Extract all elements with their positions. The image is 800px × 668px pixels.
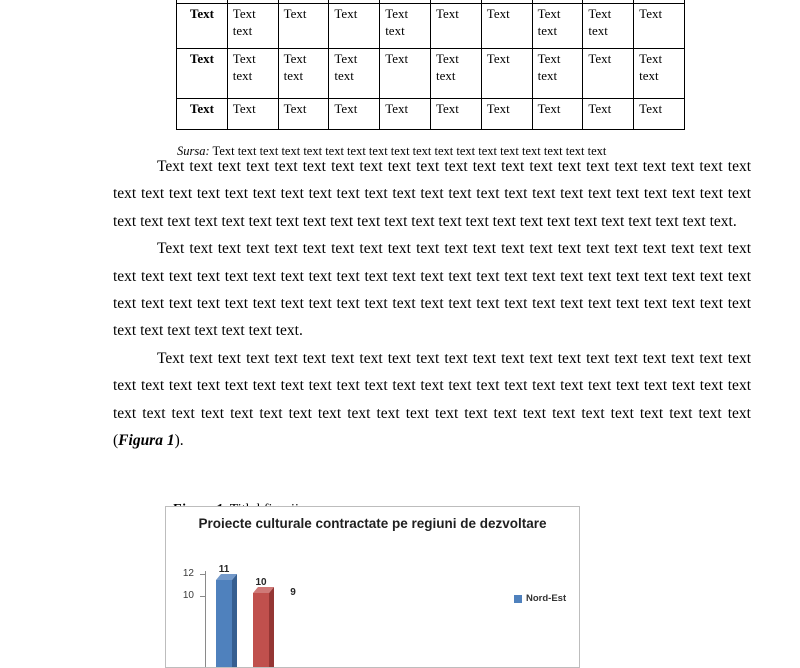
y-axis-tick-12: 12 [182,568,194,579]
data-label-11: 11 [218,564,230,575]
table-cell: Text [481,99,532,130]
bar-blue-side-face [232,574,237,667]
table-cell: Text [583,49,634,99]
table-cell: Text [329,4,380,49]
table-cell: Text [278,4,329,49]
y-axis-tick-10: 10 [182,590,194,601]
table-cell: Text [430,4,481,49]
table-cell: Text [583,99,634,130]
chart-legend [514,593,566,604]
paragraph-3 [113,345,751,455]
table-cell: Text [177,49,228,99]
paragraph-3-end: ). [174,432,184,450]
bar-second-region [253,587,274,667]
data-label-10: 10 [255,577,267,588]
source-note-text: Text text text text text text text text text text text text text text text text text text [209,143,607,158]
table-cell: Text text [583,4,634,49]
table-cell: Text [481,49,532,99]
table-cell: Text [227,99,278,130]
table-cell: Text text [380,4,431,49]
bar-red-front-face [253,593,269,667]
table-cell: Text text [532,49,583,99]
legend-swatch-blue [514,595,522,603]
source-note-label: Sursa: [177,143,210,158]
table-cell: Text [278,99,329,130]
bar-chart-canvas [166,507,579,667]
table-cell: Text text [278,49,329,99]
chart-title: Proiecte culturale contractate pe regiuni de dezvoltare [198,516,547,531]
table-cell: Text [177,99,228,130]
paragraph-2: Text text text text text text text text text text text text text text text text text text text text text text text text text text text text text text text text text text text text text text text text text text text text text text text text text text text text text text text text text text text text text text text text text text text text text text text text text text. [113,240,751,340]
figure-chart [165,506,580,668]
table-cell: Text [177,4,228,49]
figure-reference: Figura 1 [118,432,175,450]
data-table [176,0,685,130]
table-cell: Text text [634,49,685,99]
table-cell: Text [481,4,532,49]
table-cell: Text [634,4,685,49]
table-cell: Text text [430,49,481,99]
table-cell: Text [532,99,583,130]
table-row [177,99,685,130]
table-cell: Text [329,99,380,130]
data-label-9: 9 [290,587,296,598]
table-cell: Text [380,99,431,130]
bar-nord-est [216,574,237,667]
legend-label-nord-est: Nord-Est [526,593,567,604]
bar-blue-front-face [216,580,232,667]
body-text [113,153,751,454]
table-row [177,49,685,99]
table-cell: Text text [532,4,583,49]
table-cell: Text [430,99,481,130]
table-cell: Text text [329,49,380,99]
table-cell: Text text [227,49,278,99]
table-row [177,4,685,49]
data-table-body [177,0,685,130]
table-cell: Text [380,49,431,99]
table-cell: Text [634,99,685,130]
paragraph-3-text: Text text text text text text text text text text text text text text text text text text text text text text text text text text text text text text text text text text text text text text text text text text text text text text text text text text text text text text text text text text text text text text text text text text ( [113,349,751,450]
bar-red-side-face [269,587,274,667]
table-cell: Text text [227,4,278,49]
paragraph-1: Text text text text text text text text text text text text text text text text text text text text text text text text text text text text text text text text text text text text text text text text text text text text text text text text text text text text text text text text text text text text text text text text text text text. [113,158,751,230]
